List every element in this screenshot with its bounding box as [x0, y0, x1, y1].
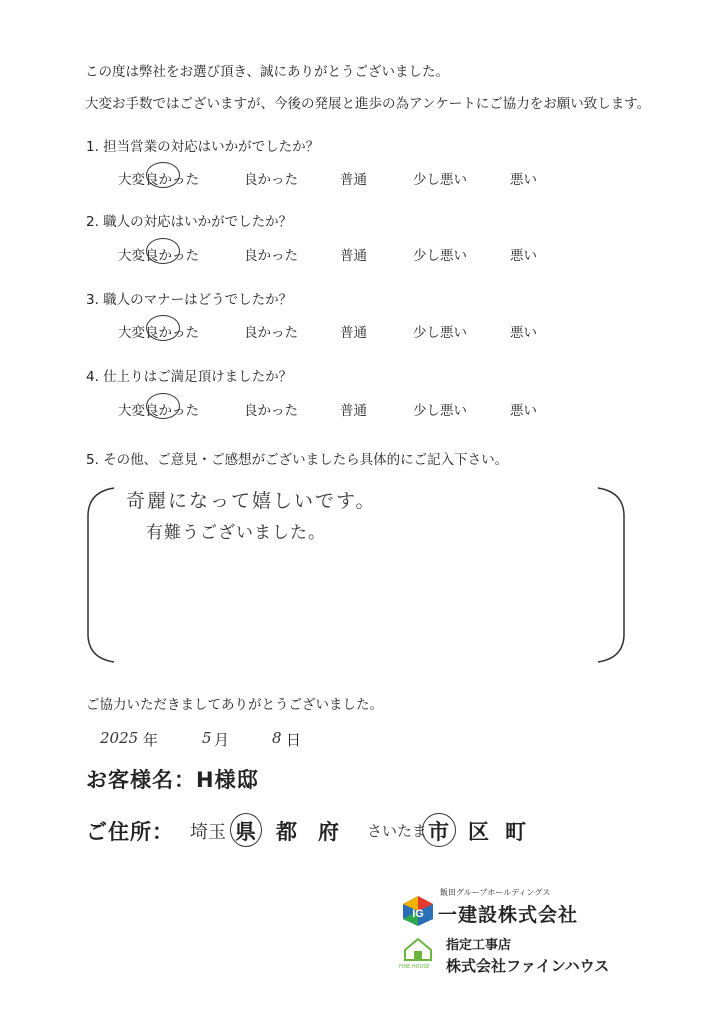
date-day-label: 日	[286, 731, 302, 749]
city-option-shi: 市	[428, 820, 450, 844]
customer-name[interactable]: H様邸	[196, 768, 259, 792]
intro-line-1: この度は弊社をお選び頂き、誠にありがとうございました。	[85, 64, 449, 80]
fine-house-logo-text: FINE HOUSE	[399, 964, 430, 970]
address-label: ご住所：	[86, 820, 174, 844]
comment-answer-line-2[interactable]: 有難うございました。	[146, 523, 326, 543]
option-good: 良かった	[244, 248, 298, 264]
option-bad: 悪い	[510, 325, 537, 341]
option-very-good: 大変良かった	[118, 403, 199, 419]
option-normal: 普通	[340, 325, 367, 341]
pref-option-ken: 県	[235, 820, 257, 844]
city-option-ku: 区	[468, 820, 490, 844]
comment-answer-line-1[interactable]: 奇麗になって嬉しいです。	[126, 490, 377, 512]
comment-box-right-bracket	[588, 486, 628, 664]
question-5-label: 5. その他、ご意見・ご感想がございましたら具体的にご記入下さい。	[86, 452, 509, 468]
date-year-label: 年	[143, 731, 159, 749]
option-slightly-bad: 少し悪い	[413, 248, 467, 264]
option-bad: 悪い	[510, 172, 537, 188]
date-year-value[interactable]: 2025	[100, 729, 139, 747]
option-very-good: 大変良かった	[118, 325, 199, 341]
option-very-good: 大変良かった	[118, 248, 199, 264]
company-name: 一建設株式会社	[438, 904, 579, 926]
option-very-good: 大変良かった	[118, 172, 199, 188]
thanks-message: ご協力いただきましてありがとうございました。	[86, 697, 383, 713]
option-slightly-bad: 少し悪い	[413, 403, 467, 419]
pref-option-fu: 府	[318, 820, 340, 844]
option-slightly-bad: 少し悪い	[413, 172, 467, 188]
partner-name: 株式会社ファインハウス	[446, 957, 610, 975]
fine-house-logo-icon	[401, 936, 435, 964]
question-label: 3. 職人のマナーはどうでしたか？	[86, 292, 293, 308]
customer-label: お客様名：	[86, 768, 196, 792]
customer-row	[86, 764, 259, 794]
option-good: 良かった	[244, 172, 298, 188]
option-good: 良かった	[244, 325, 298, 341]
pref-option-to: 都	[276, 820, 298, 844]
ig-logo-icon	[401, 895, 435, 927]
address-city-value[interactable]: さいたま	[367, 822, 428, 840]
date-day-value[interactable]: 8	[272, 729, 282, 747]
option-normal: 普通	[340, 172, 367, 188]
intro-line-2: 大変お手数ではございますが、今後の発展と進歩の為アンケートにご協力をお願い致します。	[85, 96, 651, 112]
option-bad: 悪い	[510, 403, 537, 419]
option-bad: 悪い	[510, 248, 537, 264]
address-prefecture-value[interactable]: 埼玉	[190, 822, 226, 843]
question-label: 1. 担当営業の対応はいかがでしたか？	[86, 139, 320, 155]
option-normal: 普通	[340, 403, 367, 419]
date-month-value[interactable]: 5	[202, 729, 212, 747]
question-label: 2. 職人の対応はいかがでしたか？	[86, 214, 293, 230]
date-month-label: 月	[214, 731, 230, 749]
option-slightly-bad: 少し悪い	[413, 325, 467, 341]
comment-box-left-bracket	[84, 486, 124, 664]
question-label: 4. 仕上りはご満足頂けましたか？	[86, 369, 293, 385]
option-normal: 普通	[340, 248, 367, 264]
ig-logo-mark: IG	[412, 908, 424, 920]
city-option-cho: 町	[505, 820, 527, 844]
company-group-name: 飯田グループホールディングス	[440, 888, 551, 897]
partner-role: 指定工事店	[446, 938, 512, 953]
option-good: 良かった	[244, 403, 298, 419]
